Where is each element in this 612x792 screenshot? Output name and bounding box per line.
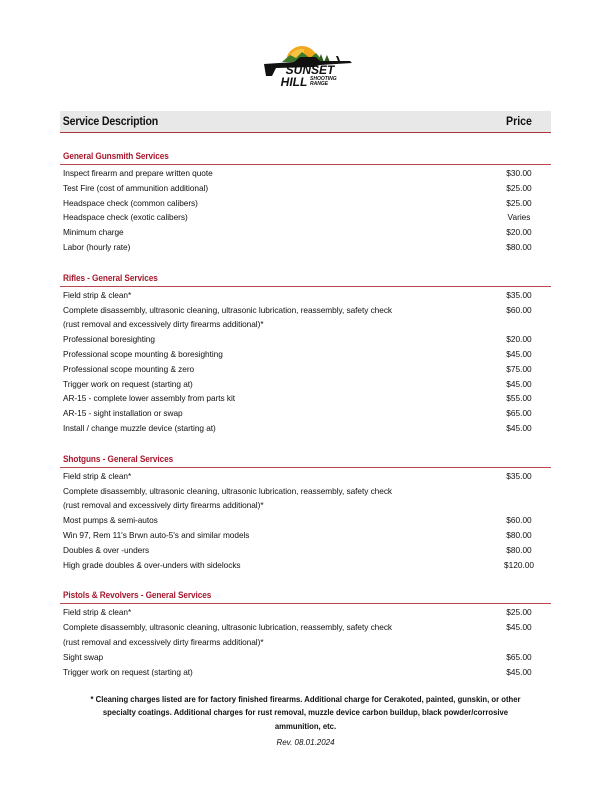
table-row: [60, 558, 551, 573]
table-row: [60, 513, 551, 528]
section-shotguns: [60, 453, 551, 573]
table-row: [60, 303, 551, 333]
row-description: Trigger work on request (starting at): [63, 378, 193, 389]
svg-text:SUNSET: SUNSET: [285, 63, 335, 77]
column-header-price: Price: [506, 115, 532, 128]
price-list-table: [60, 111, 551, 679]
row-description: Headspace check (common calibers): [63, 197, 198, 208]
section-pistols-revolvers: [60, 589, 551, 679]
row-price: $80.00: [506, 241, 532, 252]
row-price: $20.00: [506, 334, 532, 345]
row-description: Field strip & clean*: [63, 607, 132, 618]
table-row: [60, 362, 551, 377]
table-row: [60, 225, 551, 240]
table-row: [60, 210, 551, 225]
table-row: [60, 665, 551, 680]
table-row: [60, 347, 551, 362]
row-description: Most pumps & semi-autos: [63, 515, 158, 526]
table-row: [60, 605, 551, 620]
section-title: Pistols & Revolvers - General Services: [60, 589, 551, 604]
table-row: [60, 484, 551, 514]
row-description: Win 97, Rem 11's Brwn auto-5's and similar models: [63, 529, 250, 540]
table-row: [60, 469, 551, 484]
table-row: [60, 240, 551, 255]
row-price: $60.00: [506, 304, 532, 315]
logo-icon: [258, 40, 358, 90]
row-description: Labor (hourly rate): [63, 241, 131, 252]
row-description: AR-15 - sight installation or swap: [63, 408, 183, 419]
section-title: Shotguns - General Services: [60, 453, 551, 468]
row-description: Complete disassembly, ultrasonic cleaning, ultrasonic lubrication, reassembly, safety check (rust removal and excessively dirty firearms additional)*: [63, 622, 393, 647]
row-price: $25.00: [506, 197, 532, 208]
row-description: Headspace check (exotic calibers): [63, 212, 188, 223]
row-price: $20.00: [506, 227, 532, 238]
table-row: [60, 377, 551, 392]
row-price: $60.00: [506, 515, 532, 526]
row-price: $35.00: [506, 470, 532, 481]
row-description: Field strip & clean*: [63, 289, 132, 300]
table-header: [60, 111, 551, 133]
row-description: Doubles & over -unders: [63, 544, 150, 555]
row-description: Test Fire (cost of ammunition additional): [63, 182, 209, 193]
row-price: $45.00: [506, 348, 532, 359]
table-row: [60, 332, 551, 347]
table-row: [60, 528, 551, 543]
table-row: [60, 391, 551, 406]
section-title: General Gunsmith Services: [60, 150, 551, 165]
section-rifles: [60, 272, 551, 436]
table-row: [60, 181, 551, 196]
row-description: AR-15 - complete lower assembly from parts kit: [63, 393, 235, 404]
row-price: $120.00: [504, 559, 534, 570]
row-price: $55.00: [506, 393, 532, 404]
row-description: Minimum charge: [63, 227, 124, 238]
row-description: Field strip & clean*: [63, 470, 132, 481]
table-row: [60, 543, 551, 558]
svg-text:RANGE: RANGE: [310, 81, 329, 87]
row-price: $45.00: [506, 378, 532, 389]
row-price: $25.00: [506, 182, 532, 193]
section-general-gunsmith: [60, 150, 551, 255]
revision-date: Rev. 08.01.2024: [276, 738, 335, 747]
sunset-hill-logo: [258, 40, 358, 90]
row-price: $80.00: [506, 544, 532, 555]
row-description: Install / change muzzle device (starting at): [63, 422, 216, 433]
row-description: Inspect firearm and prepare written quote: [63, 168, 213, 178]
table-row: [60, 421, 551, 436]
row-price: $65.00: [506, 408, 532, 419]
row-price: $45.00: [506, 422, 532, 433]
section-title: Rifles - General Services: [60, 272, 551, 287]
table-row: [60, 166, 551, 181]
row-description: Professional boresighting: [63, 334, 155, 345]
row-price: $35.00: [506, 289, 532, 300]
row-description: Complete disassembly, ultrasonic cleaning, ultrasonic lubrication, reassembly, safety check (rust removal and excessively dirty firearms additional)*: [63, 304, 393, 330]
table-row: [60, 650, 551, 665]
row-price: $80.00: [506, 529, 532, 540]
table-row: [60, 196, 551, 211]
svg-text:HILL: HILL: [280, 75, 308, 89]
footnote: * Cleaning charges listed are for factory finished firearms. Additional charge for Cerakoted, painted, gunskin, or other specialty coatings. Additional charges for rust removal, muzzle device carbon buildup, black powder/corrosive ammunition, etc.: [90, 694, 521, 731]
row-description: Professional scope mounting & zero: [63, 363, 195, 374]
table-row: [60, 620, 551, 650]
row-description: High grade doubles & over-unders with sidelocks: [63, 559, 241, 570]
row-price: $65.00: [506, 651, 532, 662]
row-description: Complete disassembly, ultrasonic cleaning, ultrasonic lubrication, reassembly, safety check (rust removal and excessively dirty firearms additional)*: [63, 485, 393, 511]
row-price: $75.00: [506, 363, 532, 374]
row-description: Sight swap: [63, 651, 104, 662]
row-description: Trigger work on request (starting at): [63, 666, 193, 677]
table-row: [60, 406, 551, 421]
row-price: $45.00: [506, 622, 532, 633]
row-price: Varies: [507, 212, 531, 223]
row-price: $25.00: [506, 607, 532, 618]
svg-text:SHOOTING: SHOOTING: [310, 76, 337, 82]
column-header-description: Service Description: [62, 115, 159, 128]
row-description: Professional scope mounting & boresighting: [63, 348, 223, 359]
row-price: $45.00: [506, 666, 532, 677]
table-row: [60, 288, 551, 303]
row-price: $30.00: [506, 168, 532, 178]
